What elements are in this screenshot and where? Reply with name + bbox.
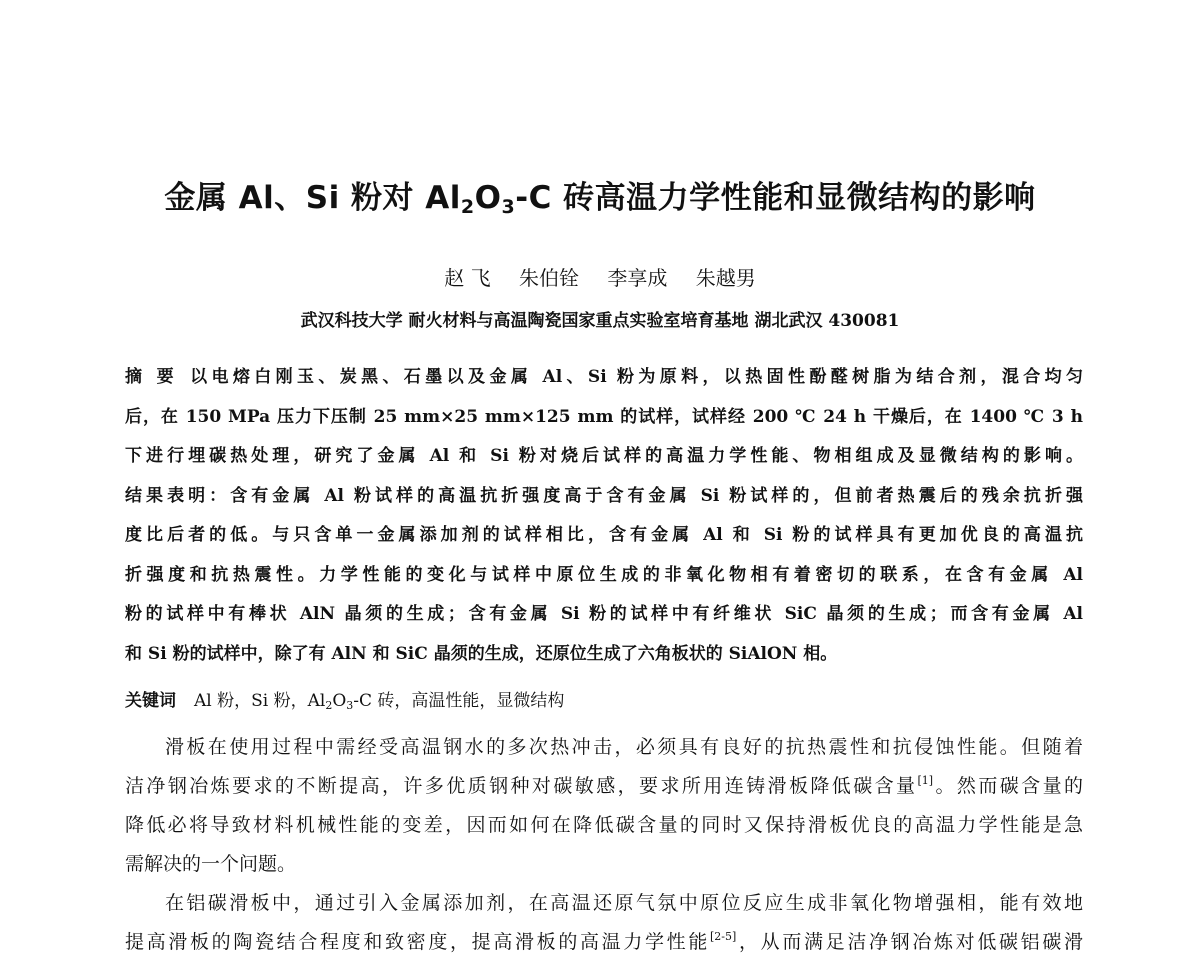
abstract-label: 摘 要 (125, 367, 179, 387)
author-list (0, 262, 1200, 291)
abstract-line: 结果表明：含有金属 Al 粉试样的高温抗折强度高于含有金属 Si 粉试样的，但前者热震后的残余抗折强 (125, 485, 1083, 506)
keywords (125, 686, 564, 711)
body-line: 在铝碳滑板中，通过引入金属添加剂，在高温还原气氛中原位反应生成非氧化物增强相，能有效地 (165, 892, 1083, 914)
citation-ref: [1] (917, 774, 934, 787)
keywords-text-3: -C 砖，高温性能，显微结构 (353, 691, 565, 711)
body-line (125, 927, 1083, 966)
body-line: 需解决的一个问题。 (125, 853, 297, 875)
abstract-line: 度比后者的低。与只含单一金属添加剂的试样相比，含有金属 Al 和 Si 粉的试样具有更加优良的高温抗 (125, 525, 1083, 545)
paper-title (0, 172, 1200, 217)
citation-ref: [2-5] (710, 930, 737, 943)
body-line: 降低必将导致材料机械性能的变差，因而如何在降低碳含量的同时又保持滑板优良的高温力学性能是急 (125, 814, 1083, 836)
abstract-line: 折强度和抗热震性。力学性能的变化与试样中原位生成的非氧化物相有着密切的联系，在含有金属 Al (125, 564, 1083, 585)
abstract-line: 和 Si 粉的试样中，除了有 AlN 和 SiC 晶须的生成，还原位生成了六角板状的 SiAlON 相。 (125, 643, 838, 664)
abstract-line (125, 362, 1083, 402)
keywords-text (194, 691, 564, 711)
body-line: 滑板在使用过程中需经受高温钢水的多次热冲击，必须具有良好的抗热震性和抗侵蚀性能。但随着 (165, 736, 1083, 758)
title-text-2: O (474, 180, 502, 216)
affiliation: 武汉科技大学 耐火材料与高温陶瓷国家重点实验室培育基地 湖北武汉 430081 (300, 311, 900, 331)
body-line (125, 771, 1083, 810)
author-name: 赵 飞 (444, 266, 491, 290)
body-text (125, 732, 1083, 966)
keywords-subscript-1: 2 (325, 699, 333, 712)
body-text-segment: ，从而满足洁净钢冶炼对低碳铝碳滑 (736, 931, 1083, 953)
title-subscript-2: 3 (501, 196, 516, 218)
author-name: 李享成 (607, 266, 668, 290)
keywords-label: 关键词 (125, 691, 176, 711)
title-text-3: -C 砖高温力学性能和显微结构的影响 (515, 180, 1036, 216)
keywords-text-1: Al 粉，Si 粉，Al (194, 691, 326, 711)
abstract (125, 362, 1083, 678)
author-name: 朱越男 (695, 266, 756, 290)
abstract-line: 下进行埋碳热处理，研究了金属 Al 和 Si 粉对烧后试样的高温力学性能、物相组成及显微结构的影响。 (125, 446, 1083, 466)
body-text-segment: 。然而碳含量的 (933, 775, 1083, 797)
title-text-1: 金属 Al、Si 粉对 Al (164, 180, 461, 216)
body-text-segment: 洁净钢冶炼要求的不断提高，许多优质钢种对碳敏感，要求所用连铸滑板降低碳含量 (125, 775, 918, 797)
title-subscript-1: 2 (460, 196, 475, 218)
keywords-subscript-2: 3 (346, 699, 354, 712)
abstract-line: 后，在 150 MPa 压力下压制 25 mm×25 mm×125 mm 的试样，试样经 200 ℃ 24 h 干燥后，在 1400 ℃ 3 h (125, 406, 1083, 427)
abstract-line: 粉的试样中有棒状 AlN 晶须的生成；含有金属 Si 粉的试样中有纤维状 SiC 晶须的生成；而含有金属 Al (125, 604, 1083, 624)
author-name: 朱伯铨 (519, 266, 579, 290)
abstract-text: 以电熔白刚玉、炭黑、石墨以及金属 Al、Si 粉为原料，以热固性酚醛树脂为结合剂，混合均匀 (190, 367, 1084, 387)
keywords-text-2: O (332, 691, 347, 711)
body-text-segment: 提高滑板的陶瓷结合程度和致密度，提高滑板的高温力学性能 (125, 931, 711, 953)
